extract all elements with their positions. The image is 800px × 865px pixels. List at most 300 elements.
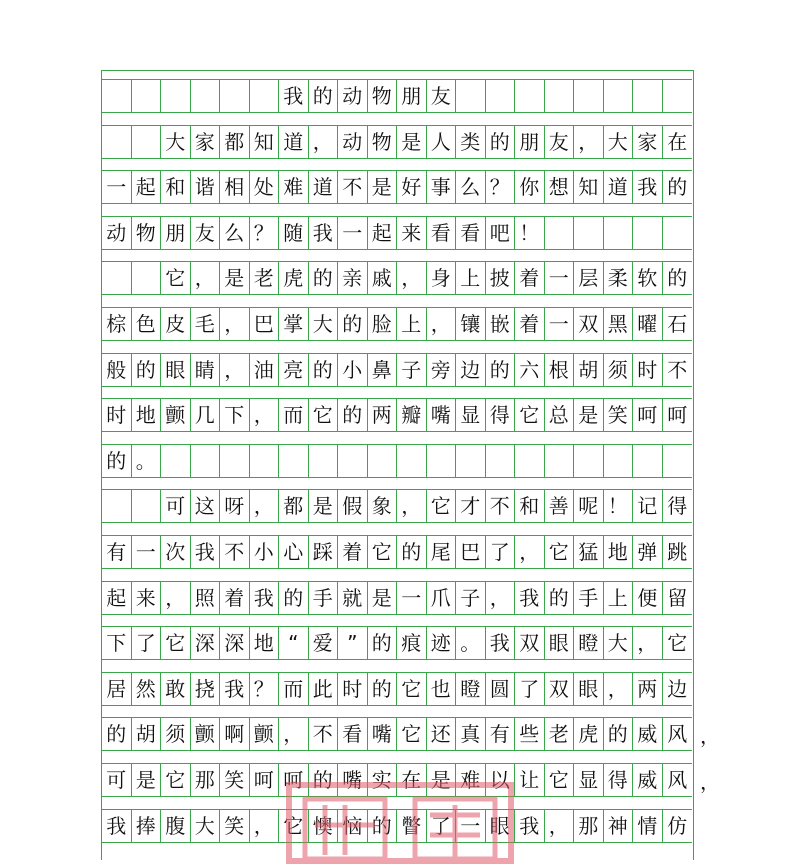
grid-cell: 好: [397, 171, 427, 203]
grid-cell: 下: [102, 627, 132, 659]
grid-cell: 石: [667, 312, 688, 336]
grid-cell: 它: [309, 399, 339, 431]
grid-cell: 和: [515, 490, 545, 522]
grid-cell: 柔: [604, 262, 634, 294]
grid-cell: ，: [515, 536, 545, 568]
grid-cell: 不: [338, 171, 368, 203]
grid-cell: ，: [545, 810, 575, 842]
grid-cell: 双: [545, 673, 575, 705]
grid-cell: 老: [545, 718, 575, 750]
grid-cell: 脸: [368, 308, 398, 340]
grid-cell: [574, 80, 604, 112]
grid-cell: 还: [427, 718, 457, 750]
grid-cell: [309, 445, 339, 477]
grid-cell: 难: [279, 171, 309, 203]
grid-cell: 的: [279, 582, 309, 614]
grid-cell: 神: [604, 810, 634, 842]
grid-cell: [132, 80, 162, 112]
grid-cell: 懊: [309, 810, 339, 842]
grid-cell: 它: [545, 536, 575, 568]
grid-cell: 想: [545, 171, 575, 203]
grid-cell: 笑: [220, 764, 250, 796]
grid-cell: 仿: [667, 813, 688, 838]
grid-cell: 巴: [456, 536, 486, 568]
grid-cell: ，: [250, 490, 280, 522]
grid-cell: 大: [191, 810, 221, 842]
grid-cell: 一: [545, 262, 575, 294]
grid-cell: ，: [220, 354, 250, 386]
grid-cell: ，: [604, 673, 634, 705]
grid-cell: [250, 445, 280, 477]
grid-cell: 胡: [574, 354, 604, 386]
grid-cell: 它: [397, 718, 427, 750]
grid-cell: 我: [220, 673, 250, 705]
grid-row: [102, 763, 692, 797]
grid-cell: 在: [397, 764, 427, 796]
grid-cell: [663, 445, 693, 477]
grid-cell: 痕: [397, 627, 427, 659]
grid-cell: 友: [427, 80, 457, 112]
grid-cell: 边: [456, 354, 486, 386]
grid-cell: 事: [427, 171, 457, 203]
grid-cell: 旁: [427, 354, 457, 386]
grid-cell: [633, 445, 663, 477]
grid-row: [102, 125, 692, 159]
grid-cell: 家: [191, 126, 221, 158]
grid-cell: 物: [368, 80, 398, 112]
grid-cell: ？: [250, 217, 280, 249]
grid-cell: 一: [338, 217, 368, 249]
grid-cell: 的: [545, 582, 575, 614]
grid-cell: 着: [515, 308, 545, 340]
grid-cell: 软: [633, 262, 663, 294]
grid-cell: 呵: [667, 403, 688, 428]
grid-cell: 一: [132, 536, 162, 568]
grid-cell: 是: [368, 582, 398, 614]
grid-cell: 我: [102, 810, 132, 842]
grid-cell: [515, 80, 545, 112]
grid-cell: 我: [633, 171, 663, 203]
grid-cell: 是: [427, 764, 457, 796]
grid-cell: 随: [279, 217, 309, 249]
grid-cell: 它: [667, 631, 688, 656]
grid-cell: 那: [574, 810, 604, 842]
grid-cell: 双: [574, 308, 604, 340]
grid-cell: 嵌: [486, 308, 516, 340]
grid-cell: 镶: [456, 308, 486, 340]
grid-cell: 颤: [250, 718, 280, 750]
grid-cell: 才: [456, 490, 486, 522]
grid-cell: 眼: [545, 627, 575, 659]
grid-cell: 瞪: [574, 627, 604, 659]
grid-cell: 黑: [604, 308, 634, 340]
grid-cell: 显: [574, 764, 604, 796]
grid-cell: 假: [338, 490, 368, 522]
grid-cell: [456, 80, 486, 112]
grid-cell: [161, 80, 191, 112]
grid-cell: 子: [456, 582, 486, 614]
grid-row: [102, 626, 692, 660]
grid-cell: 朋: [515, 126, 545, 158]
grid-cell: 得: [667, 494, 688, 519]
grid-cell: [132, 262, 162, 294]
grid-cell: 根: [545, 354, 575, 386]
grid-cell: 物: [368, 126, 398, 158]
grid-cell: 上: [456, 262, 486, 294]
grid-cell: 须: [604, 354, 634, 386]
grid-cell: 捧: [132, 810, 162, 842]
grid-cell: 来: [132, 582, 162, 614]
grid-cell: 总: [545, 399, 575, 431]
grid-cell: 的: [309, 354, 339, 386]
grid-cell: 道: [604, 171, 634, 203]
grid-cell: 实: [368, 764, 398, 796]
grid-cell: 了: [515, 673, 545, 705]
grid-cell: 地: [132, 399, 162, 431]
grid-cell: 不: [486, 490, 516, 522]
grid-cell: 瞪: [456, 673, 486, 705]
grid-cell: 知: [574, 171, 604, 203]
grid-cell: 真: [456, 718, 486, 750]
grid-cell: ，: [279, 718, 309, 750]
grid-cell: 威: [633, 718, 663, 750]
grid-cell: 的: [309, 262, 339, 294]
grid-cell: [279, 445, 309, 477]
grid-cell: 此: [309, 673, 339, 705]
grid-cell: 它: [368, 536, 398, 568]
grid-cell: 虎: [279, 262, 309, 294]
grid-cell: 敢: [161, 673, 191, 705]
grid-cell: 虎: [574, 718, 604, 750]
grid-cell: 曜: [633, 308, 663, 340]
grid-cell: 吧: [486, 217, 516, 249]
grid-cell: ，: [309, 126, 339, 158]
grid-cell: 它: [161, 262, 191, 294]
grid-cell: 鼻: [368, 354, 398, 386]
grid-cell: 一: [545, 308, 575, 340]
grid-cell: 是: [397, 126, 427, 158]
grid-cell: 子: [397, 354, 427, 386]
grid-cell: 我: [309, 217, 339, 249]
grid-cell: 以: [486, 764, 516, 796]
grid-cell: 须: [161, 718, 191, 750]
grid-row: [102, 717, 692, 751]
grid-cell: 有: [486, 718, 516, 750]
grid-cell: [397, 445, 427, 477]
grid-cell: 是: [132, 764, 162, 796]
grid-cell: 的: [338, 399, 368, 431]
grid-cell: 上: [604, 582, 634, 614]
grid-cell: 下: [220, 399, 250, 431]
grid-cell: 它: [427, 490, 457, 522]
grid-cell: 小: [338, 354, 368, 386]
grid-cell: 而: [279, 399, 309, 431]
grid-cell: 它: [161, 627, 191, 659]
grid-cell: 的: [667, 175, 688, 200]
grid-cell: 深: [220, 627, 250, 659]
grid-cell: 我: [191, 536, 221, 568]
grid-cell: [102, 262, 132, 294]
grid-cell: 的: [102, 718, 132, 750]
grid-cell: 大: [604, 627, 634, 659]
grid-cell: ，: [191, 262, 221, 294]
grid-cell: 手: [309, 582, 339, 614]
grid-cell: 相: [220, 171, 250, 203]
grid-cell: 难: [456, 764, 486, 796]
grid-cell: 亮: [279, 354, 309, 386]
grid-row: [102, 809, 692, 843]
grid-cell: ，: [250, 399, 280, 431]
grid-cell: 。: [132, 445, 162, 477]
grid-row: [102, 170, 692, 204]
grid-cell: 时: [338, 673, 368, 705]
grid-cell: ，: [633, 627, 663, 659]
grid-cell: 大: [604, 126, 634, 158]
grid-cell: 油: [250, 354, 280, 386]
grid-cell: 起: [368, 217, 398, 249]
grid-cell: 得: [486, 399, 516, 431]
grid-cell: 深: [191, 627, 221, 659]
grid-cell: 那: [191, 764, 221, 796]
grid-row: [102, 307, 692, 341]
grid-cell: 地: [250, 627, 280, 659]
grid-cell: 笑: [604, 399, 634, 431]
grid-cell: 双: [515, 627, 545, 659]
grid-cell: 看: [456, 217, 486, 249]
grid-cell: ？: [486, 171, 516, 203]
grid-cell: 动: [338, 126, 368, 158]
grid-cell: 朋: [161, 217, 191, 249]
grid-row: [102, 672, 692, 706]
grid-cell: 手: [574, 582, 604, 614]
grid-cell: ”: [338, 627, 368, 659]
grid-cell: 眼: [486, 810, 516, 842]
grid-cell: 的: [397, 536, 427, 568]
grid-cell: 我: [279, 80, 309, 112]
grid-cell: [663, 80, 693, 112]
grid-cell: [604, 80, 634, 112]
grid-cell: 的: [368, 810, 398, 842]
grid-cell: 大: [161, 126, 191, 158]
grid-cell: 的: [486, 354, 516, 386]
grid-cell: 时: [102, 399, 132, 431]
grid-cell: 道: [279, 126, 309, 158]
grid-cell: 你: [515, 171, 545, 203]
grid-cell: [191, 445, 221, 477]
grid-cell: 的: [309, 764, 339, 796]
grid-row: [102, 581, 692, 615]
grid-cell: 的: [338, 308, 368, 340]
grid-cell: 弹: [633, 536, 663, 568]
grid-row: [102, 444, 692, 478]
grid-cell: ，: [427, 308, 457, 340]
grid-row: [102, 216, 692, 250]
grid-cell: 不: [667, 357, 688, 382]
grid-cell: 般: [102, 354, 132, 386]
grid-cell: ，: [250, 810, 280, 842]
grid-cell: 眼: [161, 354, 191, 386]
grid-cell: 小: [250, 536, 280, 568]
grid-row: [102, 261, 692, 295]
grid-cell: 知: [250, 126, 280, 158]
grid-cell: 风: [667, 768, 688, 792]
grid-cell: 不: [309, 718, 339, 750]
grid-cell: 皮: [161, 308, 191, 340]
grid-cell: 瓣: [397, 399, 427, 431]
grid-cell: 腹: [161, 810, 191, 842]
grid-cell: 是: [220, 262, 250, 294]
grid-cell: 朋: [397, 80, 427, 112]
grid-cell: [574, 445, 604, 477]
grid-cell: 次: [161, 536, 191, 568]
grid-cell: 眼: [574, 673, 604, 705]
grid-cell: 的: [604, 718, 634, 750]
grid-cell: 的: [132, 354, 162, 386]
grid-cell: 着: [338, 536, 368, 568]
grid-cell: 有: [102, 536, 132, 568]
grid-cell: 披: [486, 262, 516, 294]
grid-cell: 留: [667, 585, 688, 610]
grid-cell: 尾: [427, 536, 457, 568]
grid-cell: 胡: [132, 718, 162, 750]
grid-cell: 的: [102, 445, 132, 477]
grid-cell: 掌: [279, 308, 309, 340]
grid-cell: 时: [633, 354, 663, 386]
grid-cell: 就: [338, 582, 368, 614]
grid-cell: 不: [220, 536, 250, 568]
margin-punctuation-mark: ，: [700, 724, 720, 749]
grid-cell: [604, 445, 634, 477]
grid-cell: 我: [486, 627, 516, 659]
grid-cell: 呵: [633, 399, 663, 431]
grid-cell: 和: [161, 171, 191, 203]
grid-cell: 上: [397, 308, 427, 340]
grid-cell: 着: [220, 582, 250, 614]
grid-cell: 睛: [191, 354, 221, 386]
grid-cell: 呵: [279, 764, 309, 796]
grid-cell: 家: [633, 126, 663, 158]
grid-cell: 几: [191, 399, 221, 431]
grid-cell: 。: [456, 627, 486, 659]
grid-cell: 然: [132, 673, 162, 705]
grid-cell: 可: [161, 490, 191, 522]
grid-cell: 都: [220, 126, 250, 158]
grid-cell: [102, 490, 132, 522]
grid-cell: 了: [486, 536, 516, 568]
grid-cell: 物: [132, 217, 162, 249]
grid-cell: 呀: [220, 490, 250, 522]
grid-cell: 都: [279, 490, 309, 522]
grid-cell: 跳: [667, 540, 688, 564]
grid-cell: 看: [338, 718, 368, 750]
grid-cell: 笑: [220, 810, 250, 842]
grid-cell: 一: [456, 810, 486, 842]
grid-cell: 迹: [427, 627, 457, 659]
grid-cell: 善: [545, 490, 575, 522]
grid-cell: 颤: [161, 399, 191, 431]
grid-cell: [161, 445, 191, 477]
grid-cell: [191, 80, 221, 112]
grid-cell: 嘴: [427, 399, 457, 431]
grid-cell: 么: [456, 171, 486, 203]
grid-cell: ？: [250, 673, 280, 705]
grid-cell: 挠: [191, 673, 221, 705]
grid-cell: 棕: [102, 308, 132, 340]
grid-cell: ！: [604, 490, 634, 522]
grid-cell: 动: [338, 80, 368, 112]
grid-cell: 爪: [427, 582, 457, 614]
grid-cell: 呵: [250, 764, 280, 796]
grid-cell: 嘴: [368, 718, 398, 750]
grid-cell: 情: [633, 810, 663, 842]
grid-cell: [220, 80, 250, 112]
grid-cell: 它: [397, 673, 427, 705]
grid-cell: 我: [250, 582, 280, 614]
grid-cell: 风: [667, 722, 688, 747]
grid-cell: 显: [456, 399, 486, 431]
grid-cell: ，: [161, 582, 191, 614]
grid-cell: 道: [309, 171, 339, 203]
grid-cell: 威: [633, 764, 663, 796]
grid-cell: 起: [132, 171, 162, 203]
grid-cell: 着: [515, 262, 545, 294]
grid-cell: 友: [191, 217, 221, 249]
grid-row: [102, 353, 692, 387]
grid-cell: 嘴: [338, 764, 368, 796]
grid-cell: 呢: [574, 490, 604, 522]
grid-cell: [604, 217, 634, 249]
grid-cell: 照: [191, 582, 221, 614]
grid-cell: 的: [368, 627, 398, 659]
grid-cell: [515, 445, 545, 477]
grid-cell: [545, 217, 575, 249]
grid-cell: [486, 80, 516, 112]
grid-cell: 了: [427, 810, 457, 842]
grid-cell: [633, 80, 663, 112]
grid-cell: [486, 445, 516, 477]
grid-cell: 它: [161, 764, 191, 796]
grid-cell: 它: [515, 399, 545, 431]
grid-cell: ，: [486, 582, 516, 614]
grid-cell: 圆: [486, 673, 516, 705]
grid-cell: 得: [604, 764, 634, 796]
grid-cell: 居: [102, 673, 132, 705]
grid-cell: 的: [667, 266, 688, 291]
grid-cell: [427, 445, 457, 477]
grid-cell: 两: [633, 673, 663, 705]
grid-cell: 这: [191, 490, 221, 522]
grid-cell: 我: [515, 810, 545, 842]
grid-row: [102, 398, 692, 432]
grid-cell: 心: [279, 536, 309, 568]
grid-cell: 它: [545, 764, 575, 796]
grid-cell: [663, 217, 693, 249]
grid-cell: 巴: [250, 308, 280, 340]
grid-cell: 地: [604, 536, 634, 568]
grid-cell: 么: [220, 217, 250, 249]
grid-cell: 瞥: [397, 810, 427, 842]
grid-cell: [456, 445, 486, 477]
grid-cell: 了: [132, 627, 162, 659]
grid-cell: ，: [574, 126, 604, 158]
grid-cell: 猛: [574, 536, 604, 568]
grid-cell: 色: [132, 308, 162, 340]
grid-cell: 动: [102, 217, 132, 249]
grid-cell: 而: [279, 673, 309, 705]
grid-cell: 的: [368, 673, 398, 705]
grid-cell: [338, 445, 368, 477]
grid-cell: 老: [250, 262, 280, 294]
